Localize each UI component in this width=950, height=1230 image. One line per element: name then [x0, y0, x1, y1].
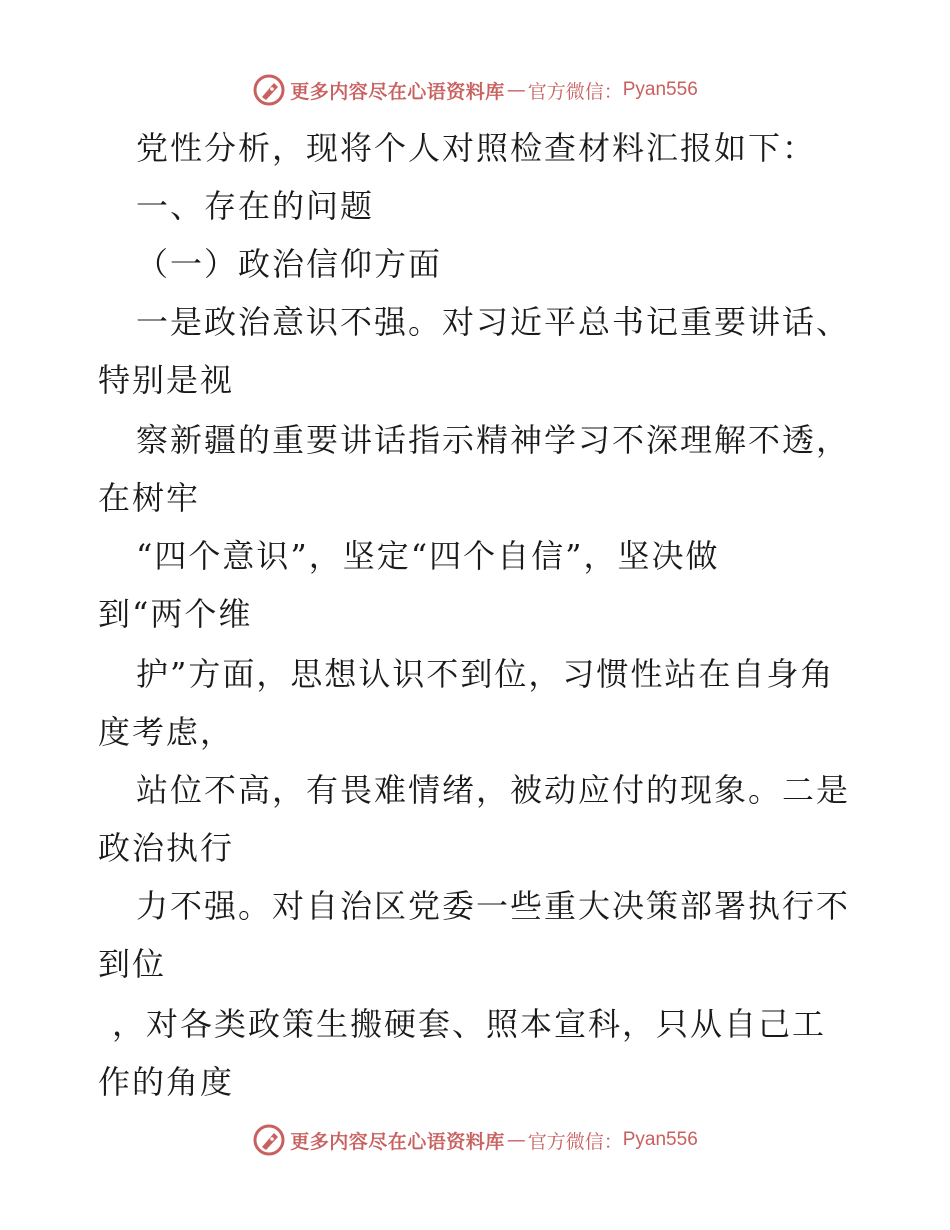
banner-wechat-id: Pyan556 [622, 79, 698, 100]
subsection-heading: （一）政治信仰方面 [136, 245, 443, 283]
banner-wechat-label: 官方微信： [527, 80, 623, 103]
paragraph-line: 党性分析，现将个人对照检查材料汇报如下： [136, 129, 817, 167]
paragraph-line: 政治执行 [98, 829, 235, 867]
section-heading: 一、存在的问题 [136, 187, 375, 225]
banner-dash: — [506, 1129, 526, 1151]
paragraph-line: 作的角度 [98, 1063, 235, 1101]
paragraph-line: 察新疆的重要讲话指示精神学习不深理解不透， [136, 421, 851, 459]
paragraph-line: 特别是视 [98, 361, 235, 399]
banner-dash: — [506, 79, 526, 101]
paragraph-line: 到“两个维 [98, 595, 253, 633]
paragraph-line: 一是政治意识不强。对习近平总书记重要讲话、 [136, 303, 851, 341]
paragraph-line: 到位 [98, 945, 167, 983]
pen-nib-seal-icon [252, 1123, 286, 1157]
paragraph-line: 力不强。对自治区党委一些重大决策部署执行不 [136, 887, 851, 925]
banner-site-text: 更多内容尽在心语资料库 [290, 1130, 505, 1153]
paragraph-line: 度考虑， [98, 713, 235, 751]
paragraph-line: ，对各类政策生搬硬套、照本宣科，只从自己工 [112, 1005, 827, 1043]
paragraph-line: 护”方面，思想认识不到位，习惯性站在自身角 [136, 655, 835, 693]
footer-watermark-banner [0, 1120, 950, 1160]
banner-wechat-id: Pyan556 [622, 1129, 698, 1150]
paragraph-line: 站位不高，有畏难情绪，被动应付的现象。二是 [136, 771, 851, 809]
paragraph-line: 在树牢 [98, 479, 201, 517]
banner-wechat-label: 官方微信： [527, 1130, 623, 1153]
paragraph-line: “四个意识”，坚定“四个自信”，坚决做 [136, 537, 720, 575]
banner-site-text: 更多内容尽在心语资料库 [290, 80, 505, 103]
